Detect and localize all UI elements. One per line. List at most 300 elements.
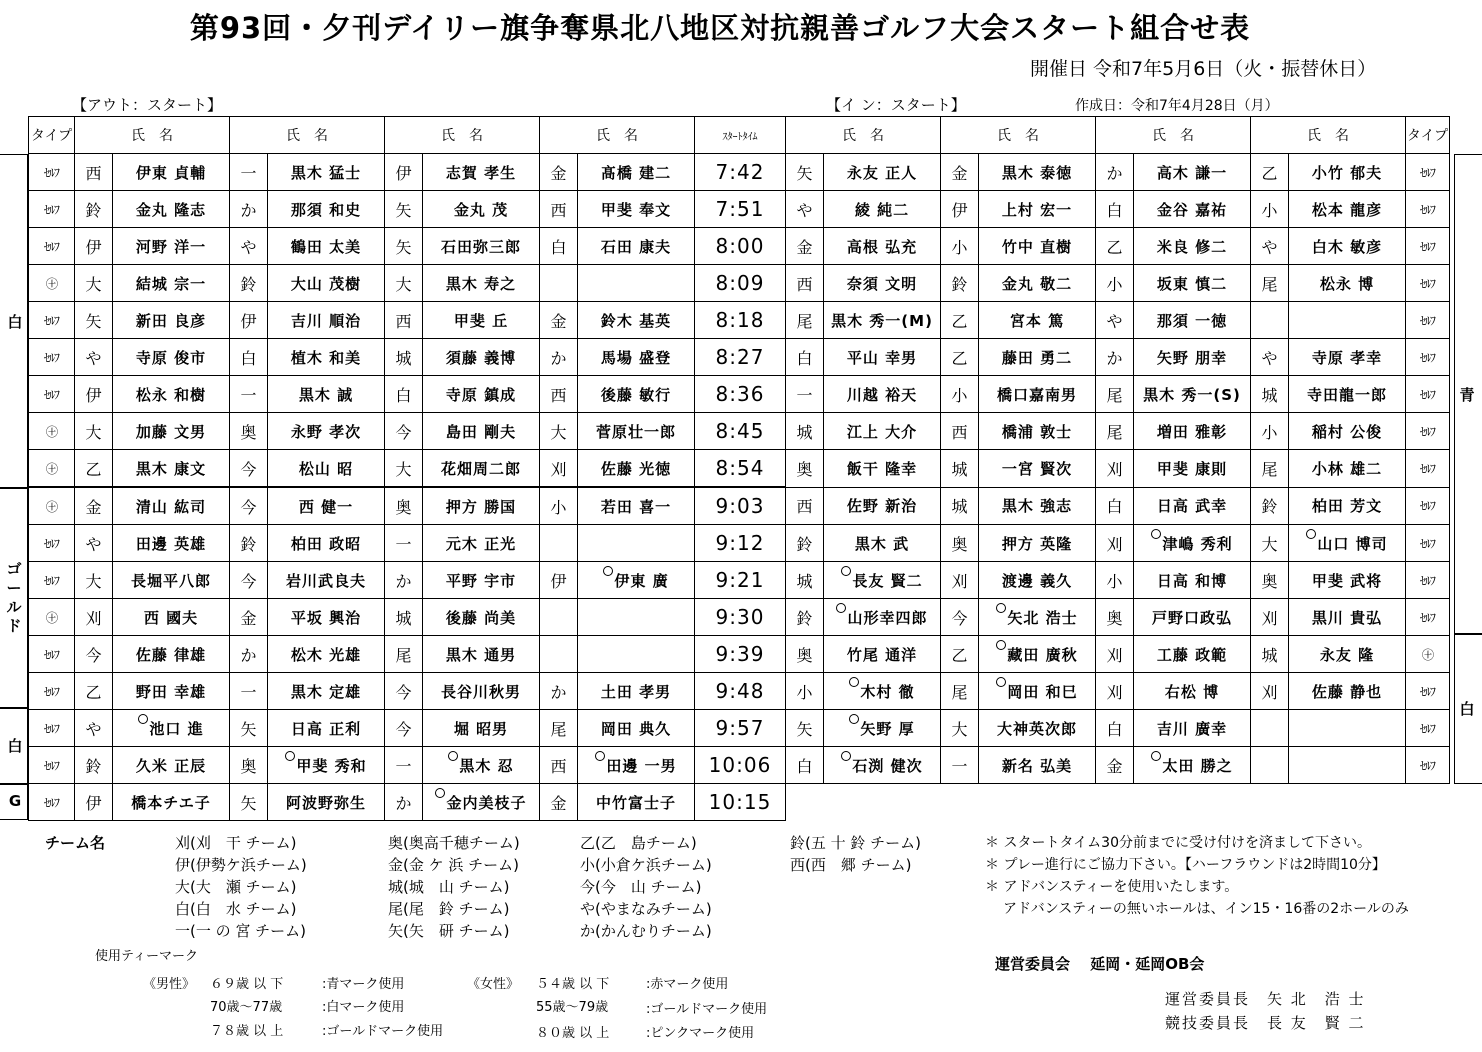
player-name: 甲斐 秀和 [268,747,385,784]
team-mark: 白 [540,228,578,265]
circle-mark-icon [996,603,1006,613]
team-mark: 伊 [941,191,979,228]
player-name [578,636,695,673]
team-mark: 今 [230,450,268,488]
circle-mark-icon [603,566,613,576]
team-mark: 白 [786,747,824,784]
start-time: 9:48 [695,673,786,710]
player-name: 渡邊 義久 [979,562,1096,599]
team-mark: 小 [1096,562,1134,599]
table-row [29,413,1450,450]
header-name: 氏 名 [941,117,1096,154]
player-name: 佐藤 光徳 [578,450,695,488]
player-type: ｾﾙﾌ [1406,673,1450,710]
team-mark: 今 [230,562,268,599]
team-mark [540,599,578,636]
out-start-label: 【アウト：スタート】 [72,96,223,114]
start-time: 9:12 [695,525,786,562]
team-mark: 大 [1251,525,1289,562]
team-legend-item: 小(小倉ケ浜チーム) [580,856,712,874]
player-name: 永友 正人 [824,154,941,191]
player-name: 島田 剛夫 [423,413,540,450]
player-name: 後藤 敏行 [578,376,695,413]
player-name [578,525,695,562]
team-mark: 一 [230,376,268,413]
team-legend-item: 乙(乙 島チーム) [580,834,697,852]
circle-mark-icon [1306,529,1316,539]
player-type: ｾﾙﾌ [1406,525,1450,562]
team-mark: 小 [540,487,578,525]
team-mark: か [540,673,578,710]
tee-mark-female: 《女性》 [467,977,520,992]
team-mark: 小 [786,673,824,710]
player-name: 寺原 孝幸 [1289,339,1406,376]
team-mark: 一 [941,747,979,784]
team-mark: 矢 [385,191,423,228]
start-time: 8:09 [695,265,786,302]
team-mark: 伊 [75,228,113,265]
start-time: 7:51 [695,191,786,228]
player-name: 竹尾 通洋 [824,636,941,673]
team-mark: 西 [786,487,824,525]
player-type: ｾﾙﾌ [1406,191,1450,228]
player-name: 那須 和史 [268,191,385,228]
tee-label-blue-in: 青 [1459,386,1475,404]
team-mark: 西 [540,747,578,784]
team-mark: 刈 [1096,450,1134,488]
circle-mark-icon [435,788,445,798]
player-name: 宮本 篤 [979,302,1096,339]
team-mark: 白 [385,376,423,413]
player-name: 黒木 強志 [979,487,1096,525]
circle-mark-icon [996,640,1006,650]
player-name: 大神英次郎 [979,710,1096,747]
team-mark: 矢 [75,302,113,339]
start-time: 8:00 [695,228,786,265]
player-name: 黒木 寿之 [423,265,540,302]
player-type: ｾﾙﾌ [1406,154,1450,191]
start-time: 8:36 [695,376,786,413]
tee-mark-m2: :白マーク使用 [322,1000,405,1015]
team-mark: か [385,784,423,821]
player-type: ｾﾙﾌ [29,562,75,599]
player-name: 川越 裕天 [824,376,941,413]
team-mark: 矢 [786,710,824,747]
player-type: ㊉ [29,413,75,450]
team-mark: や [1251,339,1289,376]
player-name: 伊東 貞輔 [113,154,230,191]
team-mark: 白 [1096,710,1134,747]
table-row [29,525,1450,562]
player-name: 田邊 一男 [578,747,695,784]
team-mark: 矢 [786,154,824,191]
team-mark: 鈴 [1251,487,1289,525]
start-time: 8:27 [695,339,786,376]
team-mark: 金 [1096,747,1134,784]
team-mark: 今 [385,710,423,747]
table-row [29,747,1450,784]
team-mark: 城 [941,450,979,488]
team-legend-item: 尾(尾 鈴 チーム) [388,900,510,918]
player-name: 黒木 猛士 [268,154,385,191]
team-mark: や [230,228,268,265]
player-name: 稲村 公俊 [1289,413,1406,450]
committee-tech: 競技委員長 長 友 賢 二 [1165,1014,1366,1032]
team-mark: 大 [941,710,979,747]
team-mark: 伊 [75,376,113,413]
tee-label-g-out: G [8,792,22,810]
player-type: ｾﾙﾌ [29,376,75,413]
player-name: 馬場 盛登 [578,339,695,376]
player-name: 菅原壮一郎 [578,413,695,450]
player-type: ｾﾙﾌ [29,747,75,784]
table-row [29,228,1450,265]
table-row [29,710,1450,747]
player-name: 坂東 慎二 [1134,265,1251,302]
start-time: 9:57 [695,710,786,747]
team-mark: か [1096,154,1134,191]
player-name: 戸野口政弘 [1134,599,1251,636]
team-mark: 尾 [1096,376,1134,413]
team-mark: 城 [385,599,423,636]
header-start-time: ｽﾀｰﾄﾀｲﾑ [695,117,786,154]
table-row [29,450,1450,488]
player-name: 大山 茂樹 [268,265,385,302]
player-name: 野田 幸雄 [113,673,230,710]
player-name: 堀 昭男 [423,710,540,747]
team-mark: 尾 [385,636,423,673]
player-name: 高根 弘充 [824,228,941,265]
bracket-white-in [1454,634,1482,784]
player-name [1289,302,1406,339]
player-name: 白木 敏彦 [1289,228,1406,265]
team-legend-item: か(かんむりチーム) [580,922,712,940]
team-mark: 小 [1251,191,1289,228]
team-mark: 白 [1096,487,1134,525]
team-mark: 今 [75,636,113,673]
circle-mark-icon [1151,529,1161,539]
team-mark: 一 [786,376,824,413]
player-name: 西 國夫 [113,599,230,636]
team-mark: 伊 [75,784,113,821]
team-mark: 尾 [941,673,979,710]
table-header-row [29,117,1450,154]
note-4: アドバンスティーの無いホールは、イン15・16番の2ホールのみ [1003,901,1409,917]
player-name: 津嶋 秀利 [1134,525,1251,562]
table-row [29,487,1450,525]
player-type: ㊉ [29,450,75,488]
circle-mark-icon [138,714,148,724]
player-name: 黒木 秀一(S) [1134,376,1251,413]
table-row [29,265,1450,302]
player-name [1289,710,1406,747]
team-legend-item: 刈(刈 干 チーム) [175,834,297,852]
legend-heading: チーム名 [45,834,106,852]
player-type: ｾﾙﾌ [29,339,75,376]
player-name [578,599,695,636]
team-mark: 西 [540,376,578,413]
team-mark: 刈 [1096,673,1134,710]
team-legend-item: や(やまなみチーム) [580,900,712,918]
player-name: 矢野 朋幸 [1134,339,1251,376]
team-mark: 大 [540,413,578,450]
team-mark: 大 [75,413,113,450]
player-name: 長谷川秋男 [423,673,540,710]
circle-mark-icon [841,751,851,761]
player-name: 高木 謙一 [1134,154,1251,191]
player-name: 田邊 英雄 [113,525,230,562]
team-mark: 乙 [1251,154,1289,191]
player-name: 鶴田 太美 [268,228,385,265]
team-mark: 鈴 [786,525,824,562]
player-name: 長堀平八郎 [113,562,230,599]
player-name: 藤田 勇二 [979,339,1096,376]
player-type: ｾﾙﾌ [1406,302,1450,339]
player-name: 押方 勝国 [423,487,540,525]
player-name: 久米 正辰 [113,747,230,784]
player-name: 黒木 秀一(M) [824,302,941,339]
team-mark: 小 [941,228,979,265]
circle-mark-icon [285,751,295,761]
team-mark: 一 [230,673,268,710]
player-name: 須藤 義博 [423,339,540,376]
tee-mark-title: 使用ティーマーク [95,949,198,964]
player-name: 米良 修二 [1134,228,1251,265]
team-legend-item: 矢(矢 研 チーム) [388,922,510,940]
team-mark: 西 [941,413,979,450]
player-name: 飯干 隆幸 [824,450,941,488]
player-name: 金谷 嘉祐 [1134,191,1251,228]
player-name: 寺田龍一郎 [1289,376,1406,413]
player-name: 松永 博 [1289,265,1406,302]
team-mark: 刈 [941,562,979,599]
circle-mark-icon [836,603,846,613]
team-mark: 金 [786,228,824,265]
team-mark: 城 [385,339,423,376]
header-name: 氏 名 [230,117,385,154]
team-mark: 刈 [1096,636,1134,673]
header-name: 氏 名 [1096,117,1251,154]
team-mark: 小 [941,376,979,413]
table-row [29,376,1450,413]
header-type: タイプ [1406,117,1450,154]
team-mark [540,636,578,673]
player-name: 阿波野弥生 [268,784,385,821]
start-time: 10:15 [695,784,786,821]
team-mark: 乙 [941,636,979,673]
team-legend-item: 西(西 郷 チーム) [790,856,912,874]
player-name: 竹中 直樹 [979,228,1096,265]
player-name: 黒木 武 [824,525,941,562]
player-name: 奈須 文明 [824,265,941,302]
player-type: ｾﾙﾌ [29,525,75,562]
player-name: 金丸 敬二 [979,265,1096,302]
player-name: 黒木 通男 [423,636,540,673]
player-name: 土田 孝男 [578,673,695,710]
player-name: 長友 賢二 [824,562,941,599]
player-type: ｾﾙﾌ [29,154,75,191]
committee-chair: 運営委員長 矢 北 浩 士 [1165,990,1366,1008]
team-mark: や [1251,228,1289,265]
team-mark: 金 [540,302,578,339]
team-mark: 鈴 [75,747,113,784]
player-name: 黒川 貴弘 [1289,599,1406,636]
team-mark: 鈴 [941,265,979,302]
team-mark: 乙 [75,673,113,710]
team-legend-item: 金(金 ケ 浜 チーム) [388,856,520,874]
player-name: 右松 博 [1134,673,1251,710]
team-mark: 矢 [230,784,268,821]
team-mark: や [786,191,824,228]
header-name: 氏 名 [385,117,540,154]
created-date: 作成日：令和7年4月28日（月） [1075,98,1279,114]
team-legend-item: 白(白 水 チーム) [175,900,297,918]
team-mark: 乙 [941,302,979,339]
team-mark: 今 [385,413,423,450]
team-mark: 奥 [230,413,268,450]
player-name: 池口 進 [113,710,230,747]
player-name: 太田 勝之 [1134,747,1251,784]
team-mark: 乙 [75,450,113,488]
player-name: 髙橋 建二 [578,154,695,191]
player-name: 小竹 郁夫 [1289,154,1406,191]
bracket-white-out [0,154,28,488]
player-name: 石渕 健次 [824,747,941,784]
team-mark: 尾 [786,302,824,339]
team-mark: 伊 [230,302,268,339]
player-type: ｾﾙﾌ [1406,339,1450,376]
player-name [1289,747,1406,784]
team-mark: 刈 [1251,599,1289,636]
player-name: 日高 和博 [1134,562,1251,599]
circle-mark-icon [849,714,859,724]
player-name: 佐藤 静也 [1289,673,1406,710]
start-pairing-table [28,116,1450,821]
player-name: 黒木 泰徳 [979,154,1096,191]
player-name: 黒木 定雄 [268,673,385,710]
player-name: 岩川武良夫 [268,562,385,599]
team-mark: 今 [941,599,979,636]
team-mark: 大 [385,450,423,488]
tee-label-white-out: 白 [7,313,23,331]
player-name: 黒木 誠 [268,376,385,413]
table-row [29,302,1450,339]
table-row [29,636,1450,673]
circle-mark-icon [1151,751,1161,761]
team-mark: 奥 [786,450,824,488]
player-name: 那須 一徳 [1134,302,1251,339]
player-name: 吉川 順治 [268,302,385,339]
team-mark [540,265,578,302]
player-name: 新名 弘美 [979,747,1096,784]
team-legend-item: 鈴(五 十 鈴 チーム) [790,834,922,852]
tee-label-white-in: 白 [1459,700,1475,718]
tee-mark-m3-age: ７８歳 以 上 [210,1024,284,1039]
player-name: 後藤 尚美 [423,599,540,636]
team-mark: 尾 [1096,413,1134,450]
player-name: 山形幸四郎 [824,599,941,636]
player-name: 柏田 芳文 [1289,487,1406,525]
event-date: 開催日 令和7年5月6日（火・振替休日） [1030,58,1377,80]
team-mark: 尾 [540,710,578,747]
start-time: 8:54 [695,450,786,488]
table-row [29,673,1450,710]
player-name: 清山 紘司 [113,487,230,525]
player-name: 新田 良彦 [113,302,230,339]
player-name: 植木 和美 [268,339,385,376]
player-name: 永友 隆 [1289,636,1406,673]
player-name: 木村 徹 [824,673,941,710]
player-name: 金丸 茂 [423,191,540,228]
team-mark: 城 [1251,376,1289,413]
team-mark: 鈴 [75,191,113,228]
team-mark: 今 [230,487,268,525]
player-type: ｾﾙﾌ [1406,413,1450,450]
player-name: 河野 洋一 [113,228,230,265]
tee-mark-m2-age: 70歳～77歳 [210,1000,283,1015]
player-name: 西 健一 [268,487,385,525]
team-mark: 大 [385,265,423,302]
team-mark: 白 [1096,191,1134,228]
team-mark: 奥 [385,487,423,525]
player-name: 結城 宗一 [113,265,230,302]
tee-mark-f3: :ピンクマーク使用 [646,1026,755,1041]
tee-mark-m3: :ゴールドマーク使用 [322,1024,444,1039]
tee-mark-male: 《男性》 [143,977,196,992]
player-name: 黒木 忍 [423,747,540,784]
team-mark: や [75,710,113,747]
player-name: 松永 和樹 [113,376,230,413]
start-time: 8:18 [695,302,786,339]
player-name: 中竹富士子 [578,784,695,821]
circle-mark-icon [595,751,605,761]
team-mark: 西 [540,191,578,228]
player-name: 江上 大介 [824,413,941,450]
team-mark: 乙 [941,339,979,376]
player-type: ｾﾙﾌ [29,710,75,747]
player-name: 吉川 廣幸 [1134,710,1251,747]
team-mark [1251,302,1289,339]
team-mark: 鈴 [230,525,268,562]
circle-mark-icon [996,677,1006,687]
player-name: 志賀 孝生 [423,154,540,191]
player-name: 若田 喜一 [578,487,695,525]
circle-mark-icon [841,566,851,576]
team-mark: 金 [941,154,979,191]
start-time: 7:42 [695,154,786,191]
player-type: ｾﾙﾌ [29,302,75,339]
team-mark: 一 [230,154,268,191]
team-mark: か [1096,339,1134,376]
table-row [29,191,1450,228]
tee-label-white-out-2: 白 [7,737,23,755]
start-time: 9:39 [695,636,786,673]
team-mark: 奥 [1096,599,1134,636]
team-legend-item: 城(城 山 チーム) [388,878,510,896]
header-name: 氏 名 [540,117,695,154]
team-mark: 鈴 [230,265,268,302]
player-type: ｾﾙﾌ [1406,747,1450,784]
player-name: 橋浦 敦士 [979,413,1096,450]
player-name [578,265,695,302]
team-legend-item: 今(今 山 チーム) [580,878,702,896]
table-row [29,562,1450,599]
start-time: 8:45 [695,413,786,450]
tee-mark-f1: :赤マーク使用 [646,977,729,992]
player-name: 石田 康夫 [578,228,695,265]
player-name: 日高 武幸 [1134,487,1251,525]
team-mark: 鈴 [786,599,824,636]
